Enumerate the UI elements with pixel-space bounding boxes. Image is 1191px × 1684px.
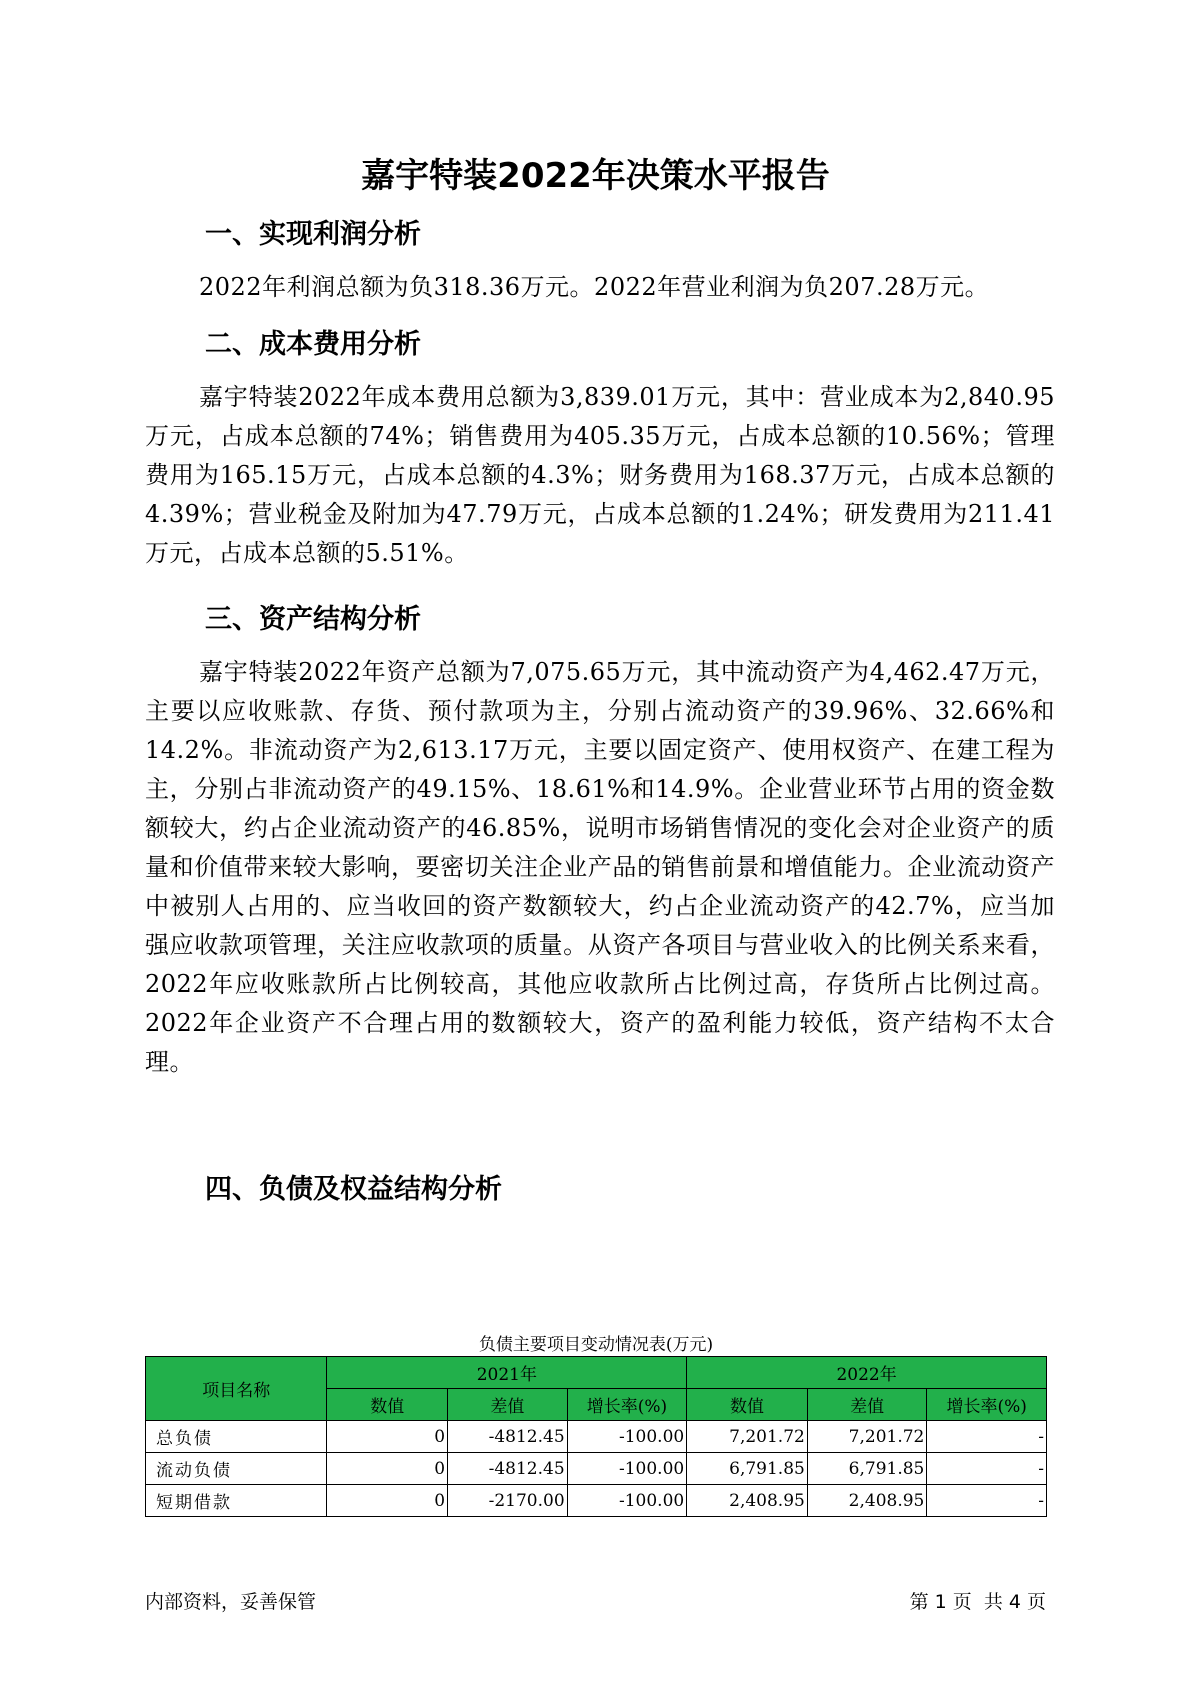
cell-growth-2021: -100.00 — [567, 1485, 687, 1517]
cell-diff-2022: 2,408.95 — [807, 1485, 927, 1517]
table-caption: 负债主要项目变动情况表(万元) — [478, 1335, 714, 1355]
header-diff-2022: 差值 — [807, 1389, 927, 1421]
header-value-2022: 数值 — [687, 1389, 808, 1421]
section-heading-liabilities: 四、负债及权益结构分析 — [205, 1174, 502, 1205]
header-growth-2021: 增长率(%) — [567, 1389, 687, 1421]
header-growth-2022: 增长率(%) — [927, 1389, 1047, 1421]
cell-value-2022: 6,791.85 — [687, 1453, 808, 1485]
cell-growth-2021: -100.00 — [567, 1421, 687, 1453]
cell-diff-2021: -2170.00 — [448, 1485, 568, 1517]
cell-growth-2022: - — [927, 1453, 1047, 1485]
cell-diff-2021: -4812.45 — [448, 1421, 568, 1453]
cell-growth-2022: - — [927, 1421, 1047, 1453]
footer-confidential: 内部资料，妥善保管 — [145, 1591, 317, 1613]
section-heading-profit: 一、实现利润分析 — [205, 219, 421, 250]
liability-table — [145, 1356, 1047, 1517]
cell-value-2022: 2,408.95 — [687, 1485, 808, 1517]
header-value-2021: 数值 — [327, 1389, 448, 1421]
row-name: 流动负债 — [146, 1453, 327, 1485]
table-row — [146, 1421, 1047, 1453]
section-paragraph-assets: 嘉宇特装2022年资产总额为7,075.65万元，其中流动资产为4,462.47万元，主要以应收账款、存货、预付款项为主，分别占流动资产的39.96%、32.66%和14.2%。非流动资产为2,613.17万元，主要以固定资产、使用权资产、在建工程为主，分别占非流动资产的49.15%、18.61%和14.9%。企业营业环节占用的资金数额较大，约占企业流动资产的46.85%，说明市场销售情况的变化会对企业资产的质量和价值带来较大影响，要密切关注企业产品的销售前景和增值能力。企业流动资产中被别人占用的、应当收回的资产数额较大，约占企业流动资产的42.7%，应当加强应收款项管理，关注应收款项的质量。从资产各项目与营业收入的比例关系来看，2022年应收账款所占比例较高，其他应收款所占比例过高，存货所占比例过高。2022年企业资产不合理占用的数额较大，资产的盈利能力较低，资产结构不太合理。 — [145, 658, 1055, 1076]
cell-value-2022: 7,201.72 — [687, 1421, 808, 1453]
header-diff-2021: 差值 — [448, 1389, 568, 1421]
row-name: 总负债 — [146, 1421, 327, 1453]
section-paragraph-profit: 2022年利润总额为负318.36万元。2022年营业利润为负207.28万元。 — [199, 273, 990, 301]
table-row — [146, 1453, 1047, 1485]
header-item-name: 项目名称 — [146, 1357, 327, 1421]
page-title: 嘉宇特装2022年决策水平报告 — [361, 156, 830, 196]
cell-growth-2021: -100.00 — [567, 1453, 687, 1485]
row-name: 短期借款 — [146, 1485, 327, 1517]
section-heading-cost: 二、成本费用分析 — [205, 329, 421, 360]
footer-page-number: 第 1 页 共 4 页 — [909, 1591, 1046, 1613]
cell-diff-2022: 7,201.72 — [807, 1421, 927, 1453]
header-year-2021: 2021年 — [327, 1357, 687, 1389]
cell-value-2021: 0 — [327, 1453, 448, 1485]
cell-value-2021: 0 — [327, 1485, 448, 1517]
table-row — [146, 1485, 1047, 1517]
cell-growth-2022: - — [927, 1485, 1047, 1517]
cell-value-2021: 0 — [327, 1421, 448, 1453]
header-year-2022: 2022年 — [687, 1357, 1047, 1389]
section-heading-assets: 三、资产结构分析 — [205, 604, 421, 635]
cell-diff-2021: -4812.45 — [448, 1453, 568, 1485]
cell-diff-2022: 6,791.85 — [807, 1453, 927, 1485]
section-paragraph-cost: 嘉宇特装2022年成本费用总额为3,839.01万元，其中：营业成本为2,840.95万元，占成本总额的74%；销售费用为405.35万元，占成本总额的10.56%；管理费用为165.15万元，占成本总额的4.3%；财务费用为168.37万元，占成本总额的4.39%；营业税金及附加为47.79万元，占成本总额的1.24%；研发费用为211.41万元，占成本总额的5.51%。 — [145, 383, 1055, 567]
